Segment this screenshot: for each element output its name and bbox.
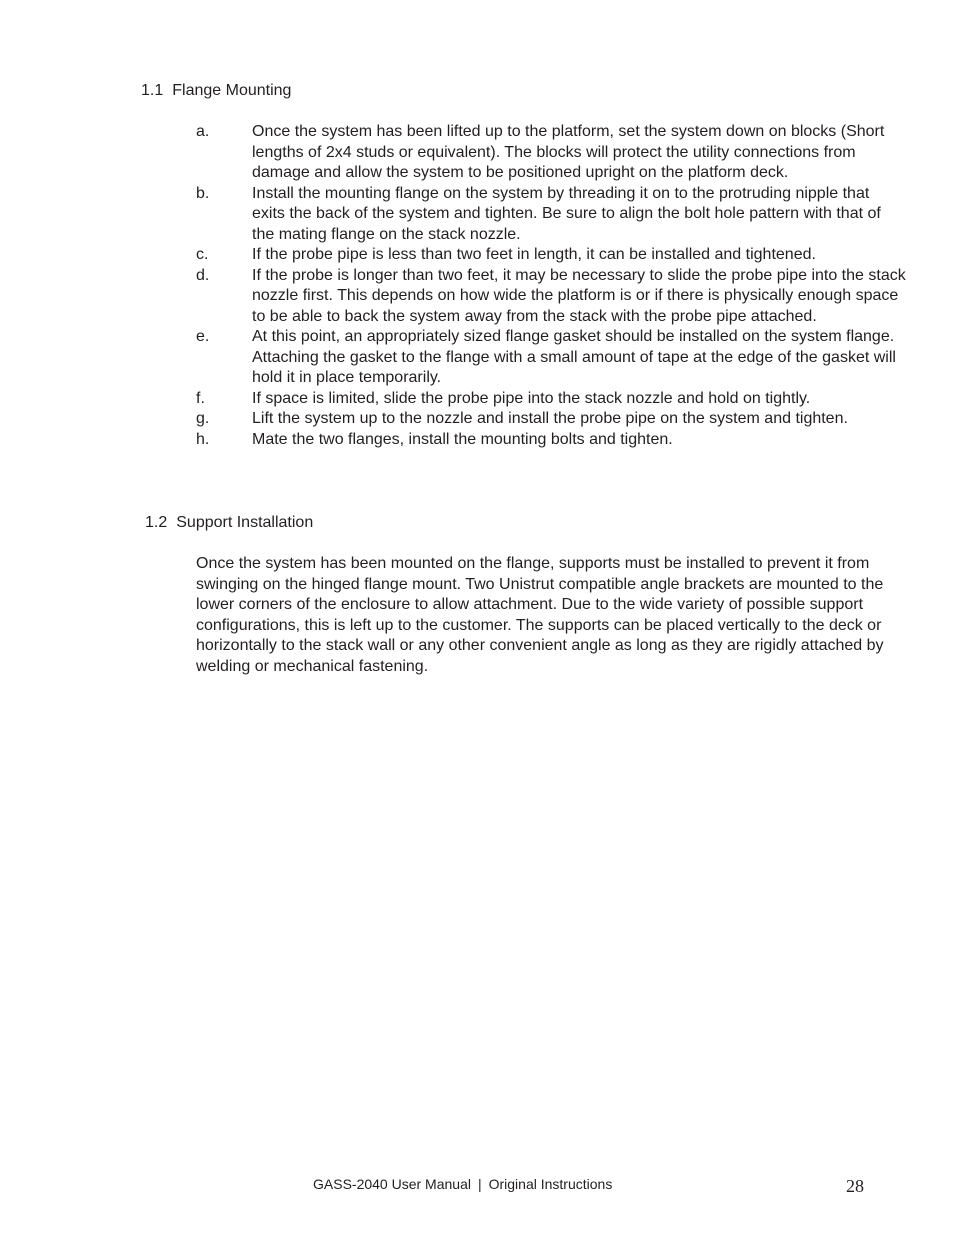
- step-letter: e.: [196, 328, 210, 345]
- flange-mounting-steps: [196, 122, 906, 450]
- list-item: [196, 245, 906, 266]
- list-item: [196, 430, 906, 451]
- section-title: Flange Mounting: [172, 82, 292, 99]
- step-text: Lift the system up to the nozzle and install the probe pipe on the system and tighten.: [252, 410, 848, 427]
- section-title: Support Installation: [176, 514, 314, 531]
- support-installation-paragraph: Once the system has been mounted on the flange, supports must be installed to prevent it from swinging on the hinged flange mount. Two Unistrut compatible angle brackets are mounted to the lower corners of the enclosure to allow attachment. Due to the wide variety of possible support configurations, this is left up to the customer. The supports can be placed vertically to the deck or horizontally to the stack wall or any other convenient angle as long as they are rigidly attached by welding or mechanical fastening.: [196, 555, 884, 675]
- manual-subtitle: Original Instructions: [488, 1176, 613, 1192]
- step-letter: c.: [196, 246, 209, 263]
- section-number: 1.2: [145, 514, 168, 531]
- list-item: [196, 327, 906, 389]
- step-text: If space is limited, slide the probe pipe into the stack nozzle and hold on tightly.: [252, 389, 811, 407]
- step-text: Once the system has been lifted up to the platform, set the system down on blocks (Short lengths of 2x4 studs or equivalent). The blocks will protect the utility connections from damage and allow the system to be positioned upright on the platform deck.: [252, 123, 885, 181]
- step-text: If the probe pipe is less than two feet in length, it can be installed and tightened.: [252, 246, 816, 263]
- page-number: 28: [846, 1176, 864, 1196]
- list-item: [196, 122, 906, 184]
- step-letter: g.: [196, 410, 210, 427]
- step-text: Install the mounting flange on the system by threading it on to the protruding nipple that exits the back of the system and tighten. Be sure to align the bolt hole pattern with that of the mating flange on the stack nozzle.: [252, 184, 881, 243]
- list-item: [196, 266, 906, 328]
- list-item: [196, 184, 906, 246]
- step-letter: h.: [196, 430, 210, 448]
- step-letter: f.: [196, 389, 205, 407]
- section-heading-flange-mounting: [141, 81, 291, 102]
- page-footer: [313, 1175, 612, 1193]
- step-text: Mate the two flanges, install the mounting bolts and tighten.: [252, 430, 673, 448]
- step-text: If the probe is longer than two feet, it may be necessary to slide the probe pipe into the stack nozzle first. This depends on how wide the platform is or if there is physically enough space to be able to back the system away from the stack with the probe pipe attached.: [252, 266, 906, 325]
- section-heading-support-installation: [145, 513, 313, 534]
- step-letter: a.: [196, 123, 210, 140]
- list-item: [196, 389, 906, 410]
- footer-separator: |: [477, 1176, 482, 1192]
- list-item: [196, 409, 906, 430]
- step-text: At this point, an appropriately sized flange gasket should be installed on the system flange. Attaching the gasket to the flange with a small amount of tape at the edge of the gasket will hold it in place temporarily.: [252, 328, 896, 386]
- step-letter: d.: [196, 266, 210, 284]
- manual-title: GASS-2040 User Manual: [313, 1176, 471, 1192]
- section-number: 1.1: [141, 82, 164, 99]
- step-letter: b.: [196, 184, 210, 202]
